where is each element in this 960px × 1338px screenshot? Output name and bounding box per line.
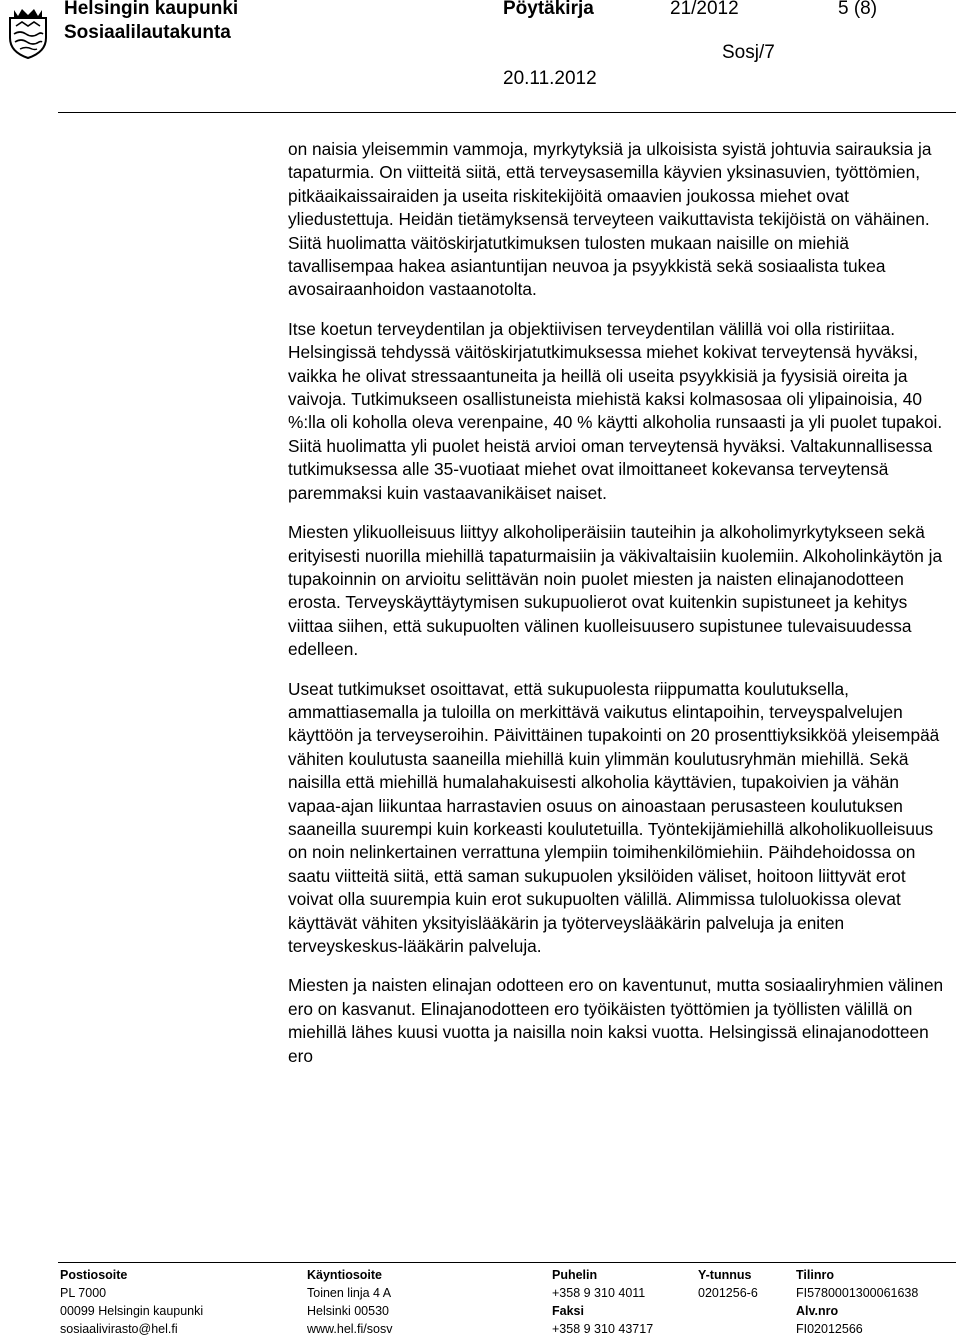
footer-heading: Postiosoite <box>60 1268 128 1282</box>
organization-name: Helsingin kaupunki <box>64 0 239 19</box>
footer-heading: Y-tunnus <box>698 1268 752 1282</box>
footer-heading: Käyntiosoite <box>307 1268 383 1282</box>
page-number: 5 (8) <box>838 0 878 19</box>
document-header <box>0 0 960 118</box>
footer-visiting-address <box>307 1266 392 1338</box>
footer-website-link[interactable]: www.hel.fi/sosv <box>307 1322 393 1336</box>
footer-heading: Tilinro <box>796 1268 834 1282</box>
document-footer <box>0 1266 960 1336</box>
header-divider <box>58 112 956 113</box>
document-number: 21/2012 <box>670 0 739 19</box>
footer-line: Toinen linja 4 A <box>307 1286 392 1300</box>
footer-email-link[interactable]: sosiaalivirasto@hel.fi <box>60 1322 178 1336</box>
footer-line: 00099 Helsingin kaupunki <box>60 1304 204 1318</box>
helsinki-crest-icon <box>6 4 50 60</box>
reference-code: Sosj/7 <box>722 42 775 63</box>
footer-heading: Alv.nro <box>796 1304 839 1318</box>
document-type: Pöytäkirja <box>503 0 594 19</box>
committee-name: Sosiaalilautakunta <box>64 22 231 43</box>
footer-line: 0201256-6 <box>698 1286 758 1300</box>
paragraph: on naisia yleisemmin vammoja, myrkytyksiä ja ulkoisista syistä johtuvia sairauksia ja tapaturmia. On viitteitä siitä, että terveysasemilla käyvien yksinasuvien, työttömien, pitkäaikaissairaiden ja useita riskitekijöitä omaavien joukossa miehet ovat yliedustettuja. Heidän tietämyksensä terveyteen vaikuttavista tekijöistä on vähäinen. Siitä huolimatta väitöskirjatutkimuksen tulosten mukaan naisille on miehiä tavallisempaa hakea asiantuntijan neuvoa ja psyykkistä sekä sosiaalista tukea avosairaanhoidon vastaanotolta. <box>288 139 932 300</box>
footer-account <box>796 1266 918 1338</box>
footer-line: PL 7000 <box>60 1286 107 1300</box>
footer-business-id <box>698 1266 758 1302</box>
footer-heading: Puhelin <box>552 1268 598 1282</box>
document-body <box>288 138 948 1084</box>
footer-line: Helsinki 00530 <box>307 1304 389 1318</box>
footer-heading: Faksi <box>552 1304 584 1318</box>
paragraph: Miesten ja naisten elinajan odotteen ero on kaventunut, mutta sosiaaliryhmien välinen ero on kasvanut. Elinajanodotteen ero työikäisten työttömien ja työllisten välillä on miehillä lähes kuusi vuotta ja naisilla noin kaksi vuotta. Helsingissä elinajanodotteen ero <box>288 975 944 1066</box>
footer-line: FI02012566 <box>796 1322 863 1336</box>
footer-line: +358 9 310 4011 <box>552 1286 646 1300</box>
paragraph: Useat tutkimukset osoittavat, että sukupuolesta riippumatta koulutuksella, ammattiasemalla ja tuloilla on merkittävä vaikutus elintapoihin, terveyspalvelujen käyttöön ja terveyseroihin. Päivittäinen tupakointi on 20 prosenttiyksikköä yleisempää vähiten koulutusta saaneilla miehillä kuin ylimmän koulutusryhmän miehillä. Sekä naisilla että miehillä humalahakuisesti alkoholia käyttävien, tupakoivien ja vähän vapaa-ajan liikuntaa harrastavien osuus on ainoastaan perusasteen koulutuksen saaneilla suurempi kuin korkeasti koulutetuilla. Työntekijämiehillä alkoholikuolleisuus on noin nelinkertainen verrattuna ylempiin toimihenkilömiehiin. Päihdehoidossa on saatu viitteitä siitä, että saman sukupuolen yksilöiden väliset, hoitoon liittyvät erot voivat olla suurempia kuin erot sukupuolten välillä. Alimmissa tuloluokissa olevat käyttävät vähiten yksityislääkärin ja työterveyslääkärin palveluja ja eniten terveyskeskus-lääkärin palveluja. <box>288 678 940 956</box>
paragraph: Itse koetun terveydentilan ja objektiivisen terveydentilan välillä voi olla ristiriitaa. Helsingissä tehdyssä väitöskirjatutkimuksessa miehet kokivat terveytensä hyväksi, vaikka he olivat stressaantuneita ja heillä oli useita psyykkisiä ja fyysisiä oireita ja vaivoja. Tutkimukseen osallistuneista miehistä kaksi kolmasosaa oli ylipainoisia, 40 %:lla oli koholla oleva verenpaine, 40 % käytti alkoholia runsaasti ja yli puolet tupakoi. Siitä huolimatta yli puolet heistä arvioi oman terveytensä hyväksi. Valtakunnallisessa tutkimuksessa alle 35-vuotiaat miehet ovat ilmoittaneet kokevansa terveytensä paremmaksi kuin vastaavanikäiset naiset. <box>288 318 943 503</box>
footer-divider <box>58 1262 956 1263</box>
footer-line: FI5780001300061638 <box>796 1286 919 1300</box>
paragraph: Miesten ylikuolleisuus liittyy alkoholiperäisiin tauteihin ja alkoholimyrkytykseen sekä erityisesti nuorilla miehillä tapaturmaisiin ja väkivaltaisiin kuolemiin. Alkoholinkäytön ja tupakoinnin on arvioitu selittävän noin puolet miesten ja naisten elinajanodotteen erosta. Terveyskäyttäytymisen sukupuolierot ovat kuitenkin supistuneet ja kehitys viittaa siihen, että sukupuolten välinen kuolleisuusero supistunee tulevaisuudessa edelleen. <box>288 522 943 660</box>
footer-phone <box>552 1266 653 1338</box>
meeting-date: 20.11.2012 <box>503 68 597 89</box>
footer-line: +358 9 310 43717 <box>552 1322 654 1336</box>
footer-postal-address <box>60 1266 203 1338</box>
